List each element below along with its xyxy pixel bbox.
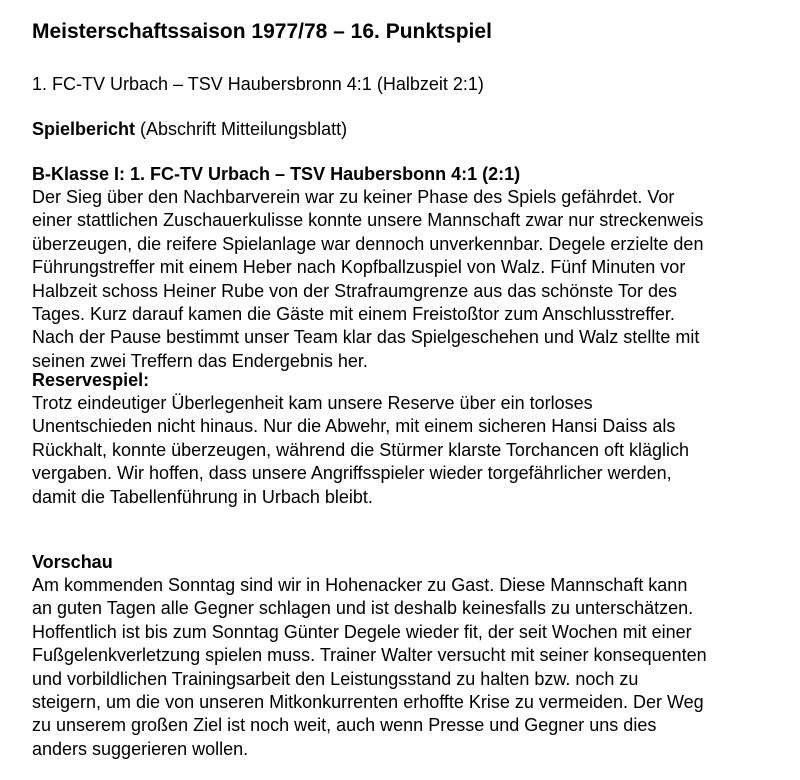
text-line: überzeugen, die reifere Spielanlage war dennoch unverkennbar. Degele erzielte den [32,233,704,254]
preview-heading: Vorschau [32,552,113,572]
text-line: Hoffentlich ist bis zum Sonntag Günter Degele wieder fit, der seit Wochen mit einer [32,621,692,642]
reserve-body [32,392,792,509]
text-line: Halbzeit schoss Heiner Rube von der Strafraumgrenze aus das schönste Tor des [32,280,678,301]
report-note: (Abschrift Mitteilungsblatt) [135,119,348,139]
text-line: anders suggerieren wollen. [32,738,249,759]
text-line: Am kommenden Sonntag sind wir in Hohenacker zu Gast. Diese Mannschaft kann [32,575,688,595]
text-line: Rückhalt, konnte überzeugen, während die Stürmer klarste Torchancen oft kläglich [32,439,690,460]
text-line: Tages. Kurz darauf kamen die Gäste mit einem Freistoßtor zum Anschlusstreffer. [32,304,675,325]
reserve-heading: Reservespiel: [32,370,150,390]
preview-section [32,550,792,761]
text-line: Trotz eindeutiger Überlegenheit kam unsere Reserve über ein torloses [32,393,593,413]
page-title: Meisterschaftssaison 1977/78 – 16. Punktspiel [32,20,492,43]
main-report-section [32,162,792,373]
text-line: Der Sieg über den Nachbarverein war zu keiner Phase des Spiels gefährdet. Vor [32,187,675,207]
reserve-section [32,368,792,509]
report-source-line [32,117,347,141]
text-line: einer stattlichen Zuschauerkulisse konnte unsere Mannschaft zwar nur streckenweis [32,210,704,231]
text-line: und vorbildlichen Trainingsarbeit den Leistungsstand zu halten bzw. noch zu [32,668,639,689]
text-line: zu unserem großen Ziel ist noch weit, auch wenn Presse und Gegner uns dies [32,715,657,736]
main-report-heading: B-Klasse I: 1. FC-TV Urbach – TSV Haubersbonn 4:1 (2:1) [32,164,521,184]
text-line: damit die Tabellenführung in Urbach bleibt. [32,486,373,507]
main-report-body [32,186,792,373]
text-line: Fußgelenkverletzung spielen muss. Trainer Walter versucht mit seiner konsequenten [32,645,707,666]
text-line: Unentschieden nicht hinaus. Nur die Abwehr, mit einem sicheren Hansi Daiss als [32,416,676,437]
text-line: an guten Tagen alle Gegner schlagen und ist deshalb keinesfalls zu unterschätzen. [32,598,694,619]
text-line: vergaben. Wir hoffen, dass unsere Angriffsspieler wieder torgefährlicher werden, [32,463,672,484]
text-line: seinen zwei Treffern das Endergebnis her. [32,350,368,371]
text-line: Nach der Pause bestimmt unser Team klar das Spielgeschehen und Walz stellte mit [32,327,700,348]
match-result-line: 1. FC-TV Urbach – TSV Haubersbronn 4:1 (Halbzeit 2:1) [32,74,484,94]
document-page [32,18,792,759]
text-line: Führungstreffer mit einem Heber nach Kopfballzuspiel von Walz. Fünf Minuten vor [32,257,686,278]
text-line: steigern, um die von unseren Mitkonkurrenten erhoffte Krise zu vermeiden. Der Weg [32,692,704,713]
report-label: Spielbericht [32,119,136,139]
preview-body [32,574,792,761]
